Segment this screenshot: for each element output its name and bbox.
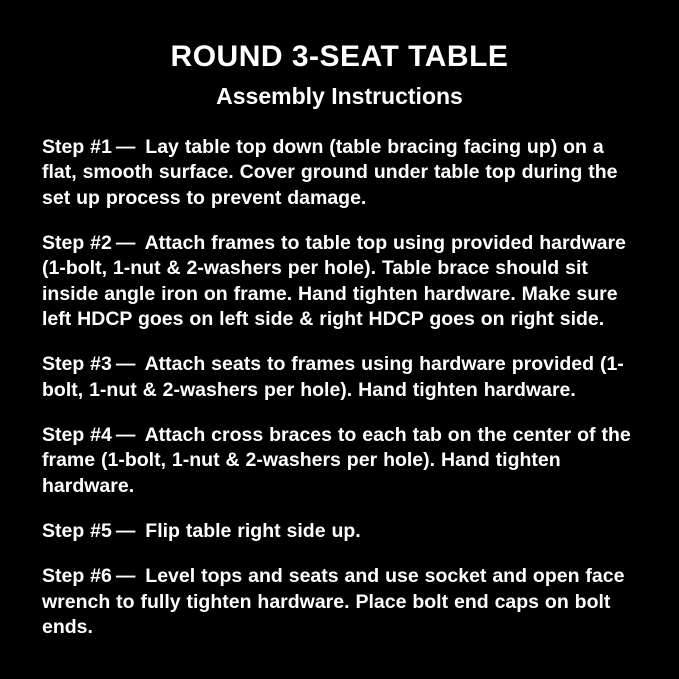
- step-dash: —: [115, 565, 136, 588]
- step-label: Step #1: [42, 135, 112, 158]
- step-label: Step #2: [42, 231, 112, 254]
- step-dash: —: [115, 231, 136, 254]
- page-title: ROUND 3-SEAT TABLE: [170, 40, 509, 73]
- list-item: [42, 135, 637, 211]
- step-text: Attach seats to frames using hardware provided (1-bolt, 1-nut & 2-washers per hole). Hand tighten hardware.: [42, 353, 624, 401]
- step-label: Step #4: [42, 424, 112, 447]
- step-dash: —: [115, 353, 136, 376]
- step-dash: —: [115, 424, 136, 447]
- page-subtitle: Assembly Instructions: [216, 82, 463, 109]
- step-dash: —: [115, 520, 136, 543]
- step-label: Step #3: [42, 353, 112, 376]
- list-item: [42, 564, 637, 640]
- step-text: Level tops and seats and use socket and open face wrench to fully tighten hardware. Place bolt end caps on bolt ends.: [42, 565, 625, 639]
- step-text: Attach frames to table top using provided hardware (1-bolt, 1-nut & 2-washers per hole). Table brace should sit inside angle iron on frame. Hand tighten hardware. Make sure left HDCP goes on left side & right HDCP goes on right side.: [42, 231, 626, 330]
- step-text: Attach cross braces to each tab on the center of the frame (1-bolt, 1-nut & 2-washers per hole). Hand tighten hardware.: [42, 424, 631, 497]
- step-text: Flip table right side up.: [145, 520, 361, 543]
- step-dash: —: [115, 135, 136, 158]
- list-item: [42, 352, 637, 403]
- steps-list: [42, 135, 637, 641]
- list-item: [42, 423, 637, 499]
- list-item: [42, 231, 637, 332]
- list-item: [42, 519, 637, 544]
- step-label: Step #5: [42, 520, 112, 543]
- step-text: Lay table top down (table bracing facing up) on a flat, smooth surface. Cover ground under table top during the set up process to prevent damage.: [42, 135, 618, 209]
- step-label: Step #6: [42, 565, 112, 588]
